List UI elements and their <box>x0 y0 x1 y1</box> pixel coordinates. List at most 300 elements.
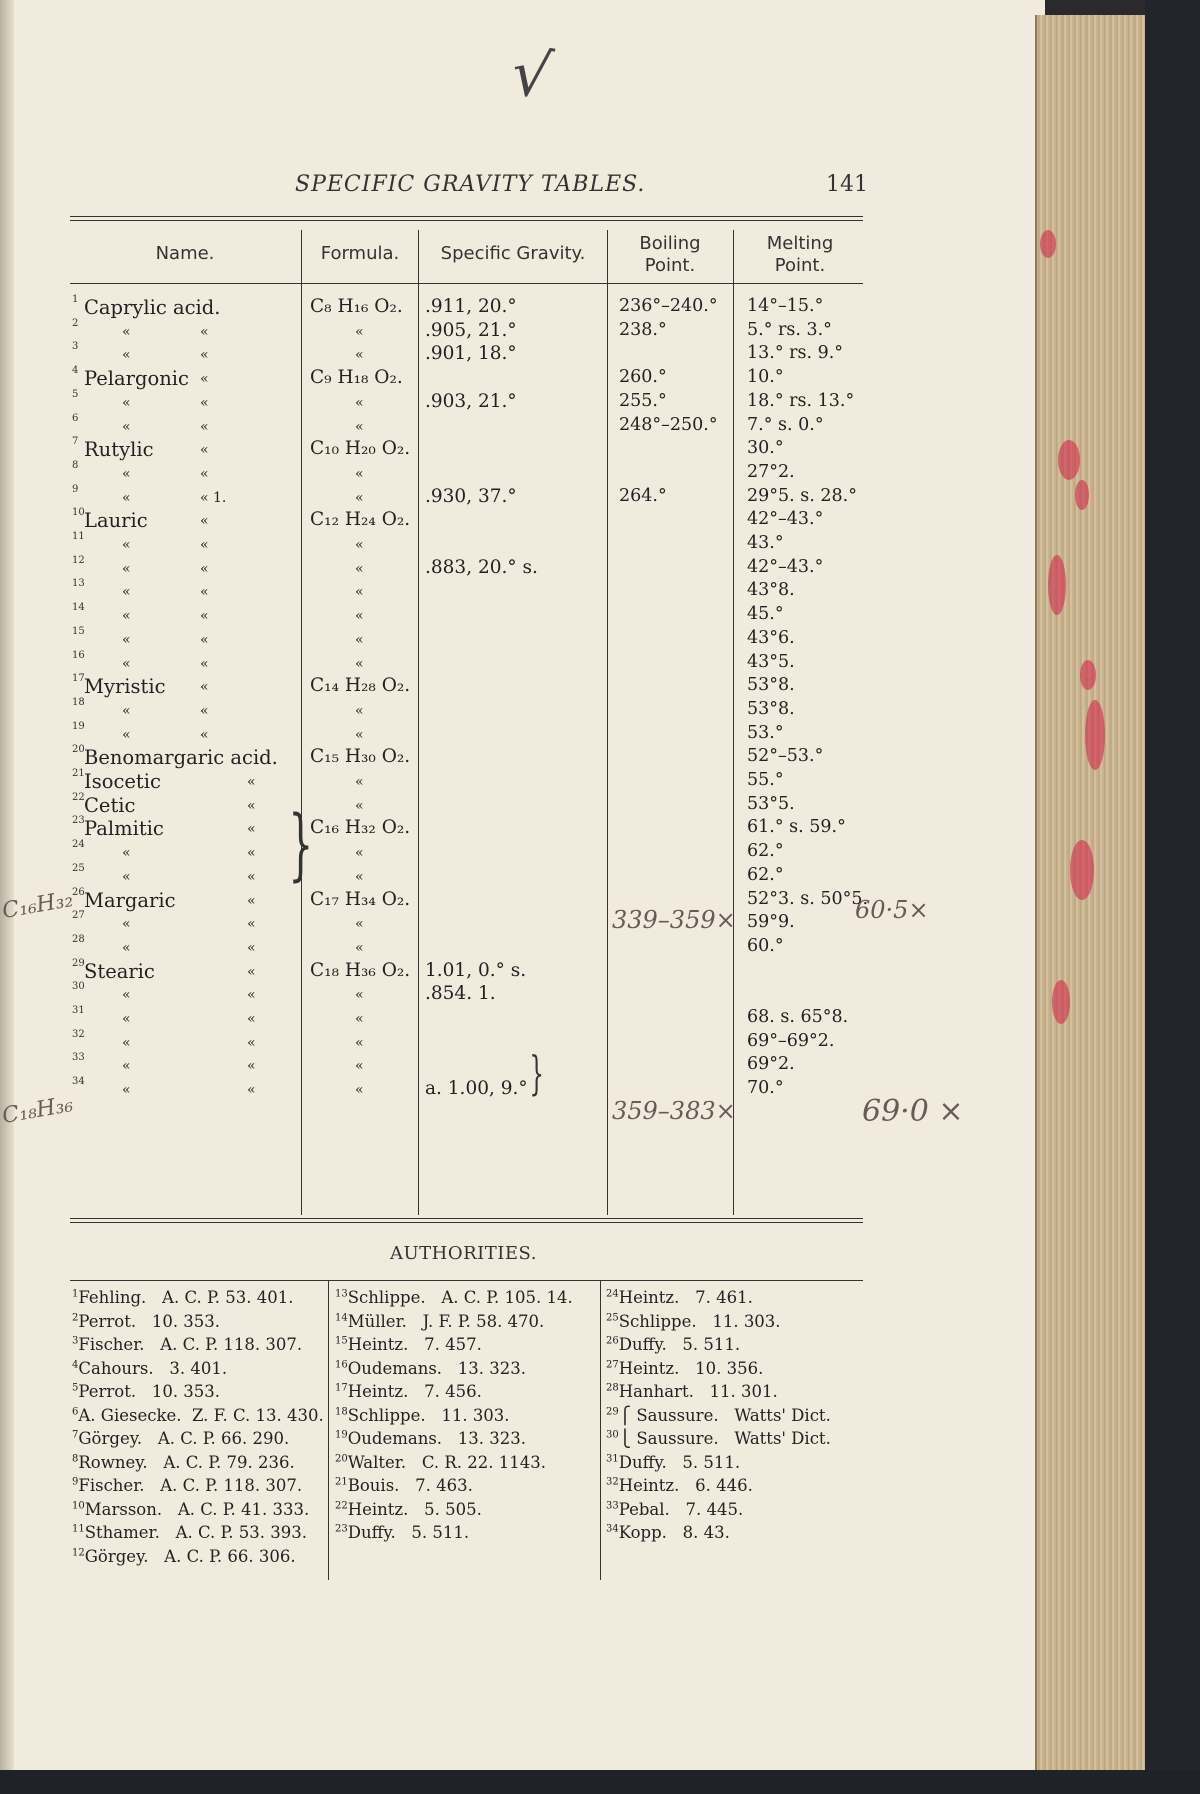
row-melting-point: 70.° <box>747 1078 784 1099</box>
authority-entry <box>72 1335 324 1359</box>
running-title: SPECIFIC GRAVITY TABLES. <box>295 172 646 197</box>
authority-text: Schlippe. A. C. P. 105. 14. <box>347 1288 573 1307</box>
authority-entry <box>72 1359 324 1383</box>
authority-text: Fischer. A. C. P. 118. 307. <box>78 1335 303 1354</box>
row-ditto: « 1. <box>200 489 227 506</box>
authority-entry <box>335 1523 573 1547</box>
authority-entry <box>72 1547 324 1571</box>
authority-text: Cahours. 3. 401. <box>78 1358 228 1378</box>
authority-number: 25 <box>606 1312 619 1323</box>
handwritten-palmitic-bp: 339–359× <box>612 906 736 934</box>
authority-entry <box>72 1476 324 1500</box>
authorities-column-3 <box>606 1288 831 1547</box>
row-specific-gravity: 1.01, 0.° s. <box>425 959 527 981</box>
boiling-line1: Boiling <box>639 233 701 254</box>
authority-number: 7 <box>72 1429 79 1441</box>
authority-number: 34 <box>606 1523 619 1535</box>
authority-number: 6 <box>72 1406 79 1417</box>
authorities-title: AUTHORITIES. <box>390 1243 537 1264</box>
row-formula: « <box>355 774 364 790</box>
authority-number: 16 <box>335 1359 348 1370</box>
col-header-name: Name. <box>155 243 215 264</box>
row-melting-point: 53.° <box>747 722 784 743</box>
row-ditto: « <box>247 1058 256 1075</box>
authority-entry <box>72 1523 324 1547</box>
row-name: « <box>122 1058 131 1075</box>
row-name: « <box>122 655 131 672</box>
row-name: « <box>122 1082 131 1099</box>
row-number: 27 <box>72 910 85 922</box>
row-formula: « <box>355 608 364 625</box>
authority-number: 17 <box>335 1382 348 1394</box>
authority-text: Duffy. 5. 511. <box>618 1452 741 1472</box>
row-ditto: « <box>247 1082 256 1099</box>
row-specific-gravity: .883, 20.° s. <box>425 556 538 578</box>
authorities-divider-1 <box>328 1280 329 1580</box>
row-number: 28 <box>72 933 85 945</box>
row-ditto: « <box>247 916 256 933</box>
authority-text: Perrot. 10. 353. <box>78 1382 221 1401</box>
row-name: « <box>122 916 131 933</box>
row-formula: C₁₈ H₃₆ O₂. <box>310 959 411 981</box>
row-formula: « <box>355 987 364 1004</box>
authority-entry <box>72 1500 324 1524</box>
row-name: Caprylic acid. <box>84 296 221 319</box>
authority-number: 32 <box>606 1476 619 1488</box>
row-number: 16 <box>72 649 85 661</box>
authority-text: ⎩ Saussure. Watts' Dict. <box>618 1429 831 1448</box>
row-melting-point: 69°2. <box>747 1054 795 1075</box>
authority-entry <box>606 1429 831 1453</box>
row-melting-point: 53°8. <box>747 675 795 696</box>
authority-number: 20 <box>335 1453 348 1464</box>
handwritten-palmitic-mp: 60·5× <box>855 896 929 924</box>
row-number: 10 <box>72 507 85 519</box>
authority-text: Fischer. A. C. P. 118. 307. <box>78 1476 303 1495</box>
authorities-rule <box>70 1280 863 1281</box>
row-name: « <box>122 845 131 862</box>
row-specific-gravity: a. 1.00, 9.° <box>425 1078 528 1100</box>
row-number: 3 <box>72 341 79 353</box>
row-number: 4 <box>72 365 79 377</box>
row-number: 23 <box>72 815 85 827</box>
row-name: « <box>122 1034 131 1051</box>
row-number: 24 <box>72 839 85 851</box>
authority-number: 29 <box>606 1406 619 1417</box>
authority-entry <box>335 1453 573 1477</box>
row-name: « <box>122 702 131 719</box>
row-melting-point: 42°–43.° <box>747 509 824 530</box>
row-formula: « <box>355 537 364 553</box>
row-formula: « <box>355 1034 364 1051</box>
authority-entry <box>606 1335 831 1359</box>
row-melting-point: 13.° rs. 9.° <box>747 343 844 364</box>
row-ditto: « <box>200 584 209 601</box>
row-formula: C₉ H₁₈ O₂. <box>310 367 403 389</box>
row-name: Lauric <box>84 509 148 533</box>
row-name: « <box>122 987 131 1004</box>
row-ditto: « <box>200 679 209 696</box>
row-melting-point: 69°–69°2. <box>747 1030 835 1051</box>
row-ditto: « <box>200 560 209 577</box>
row-ditto: « <box>247 774 256 790</box>
row-formula: C₁₀ H₂₀ O₂. <box>310 438 411 460</box>
row-melting-point: 55.° <box>747 770 784 790</box>
row-ditto: « <box>247 821 256 838</box>
row-formula: « <box>355 1011 364 1027</box>
row-number: 8 <box>72 459 79 471</box>
row-ditto: « <box>247 963 256 980</box>
row-number: 15 <box>72 625 85 637</box>
melting-line1: Melting <box>766 233 834 254</box>
authorities-column-1 <box>72 1288 324 1570</box>
authority-entry <box>606 1359 831 1383</box>
authority-entry <box>606 1312 831 1336</box>
row-number: 1 <box>72 294 79 305</box>
row-number: 18 <box>72 696 85 708</box>
row-number: 34 <box>72 1076 85 1088</box>
row-number: 21 <box>72 768 85 779</box>
row-melting-point: 27°2. <box>747 461 795 482</box>
authority-text: Heintz. 5. 505. <box>347 1499 482 1519</box>
authority-number: 30 <box>606 1429 619 1441</box>
row-melting-point: 7.° s. 0.° <box>747 414 824 435</box>
row-boiling-point: 264.° <box>619 485 667 506</box>
row-ditto: « <box>200 323 209 340</box>
row-name: Stearic <box>84 959 155 983</box>
row-melting-point: 42°–43.° <box>747 556 824 577</box>
row-melting-point: 52°3. s. 50°5. <box>747 888 869 909</box>
row-name: Rutylic <box>84 438 154 462</box>
authority-entry <box>72 1382 324 1406</box>
row-formula: « <box>355 797 364 814</box>
row-melting-point: 29°5. s. 28.° <box>747 485 857 506</box>
row-ditto: « <box>200 537 209 553</box>
row-ditto: « <box>200 608 209 625</box>
row-melting-point: 52°–53.° <box>747 746 824 767</box>
col-header-specific-gravity: Specific Gravity. <box>440 243 586 264</box>
authority-number: 13 <box>335 1288 348 1300</box>
row-formula: « <box>355 726 364 743</box>
col-header-boiling-point <box>611 233 729 277</box>
row-formula: « <box>355 631 364 648</box>
row-melting-point: 18.° rs. 13.° <box>747 390 855 411</box>
authority-text: Marsson. A. C. P. 41. 333. <box>84 1499 310 1519</box>
handwritten-stearic-mp: 69·0 × <box>862 1094 964 1129</box>
row-formula: C₁₂ H₂₄ O₂. <box>310 509 411 531</box>
row-number: 7 <box>72 436 79 448</box>
authority-entry <box>335 1382 573 1406</box>
row-boiling-point: 255.° <box>619 390 667 411</box>
authority-number: 1 <box>72 1288 79 1300</box>
authority-number: 15 <box>335 1335 348 1347</box>
authority-entry <box>606 1382 831 1406</box>
authority-entry <box>72 1312 324 1336</box>
authority-number: 33 <box>606 1500 619 1511</box>
authority-entry <box>335 1312 573 1336</box>
authority-text: Schlippe. 11. 303. <box>347 1405 510 1425</box>
row-specific-gravity: .930, 37.° <box>425 485 517 507</box>
authority-entry <box>335 1476 573 1500</box>
row-melting-point: 10.° <box>747 367 784 388</box>
row-formula: « <box>355 394 364 411</box>
row-melting-point: 5.° rs. 3.° <box>747 319 832 340</box>
authority-text: Duffy. 5. 511. <box>618 1335 741 1354</box>
row-formula: « <box>355 1058 364 1075</box>
row-name: Margaric <box>84 888 176 912</box>
row-name: « <box>122 560 131 577</box>
authority-text: Görgey. A. C. P. 66. 306. <box>84 1546 296 1566</box>
row-name: Pelargonic <box>84 367 189 391</box>
brace-homologs: } <box>288 800 314 890</box>
row-ditto: « <box>200 465 209 482</box>
row-ditto: « <box>247 868 256 885</box>
authority-text: Heintz. 6. 446. <box>618 1476 753 1495</box>
row-name: « <box>122 537 131 553</box>
row-ditto: « <box>200 442 209 459</box>
authority-number: 18 <box>335 1406 348 1417</box>
authority-entry <box>606 1406 831 1430</box>
authority-entry <box>72 1429 324 1453</box>
authority-entry <box>335 1359 573 1383</box>
page-edges <box>1035 15 1147 1770</box>
row-ditto: « <box>200 702 209 719</box>
row-formula: « <box>355 584 364 601</box>
row-formula: C₁₄ H₂₈ O₂. <box>310 675 411 697</box>
authority-text: Heintz. 7. 456. <box>347 1382 482 1401</box>
row-melting-point: 61.° s. 59.° <box>747 817 846 838</box>
row-melting-point: 43°6. <box>747 627 795 648</box>
row-ditto: « <box>247 1034 256 1051</box>
row-ditto: « <box>200 655 209 672</box>
row-name: « <box>122 868 131 885</box>
page-number: 141 <box>826 172 868 197</box>
authority-text: Kopp. 8. 43. <box>618 1523 730 1542</box>
row-name: Isocetic <box>84 770 161 793</box>
row-number: 14 <box>72 602 85 614</box>
row-formula: C₈ H₁₆ O₂. <box>310 296 403 317</box>
row-melting-point: 60.° <box>747 935 784 956</box>
row-number: 2 <box>72 317 79 329</box>
authority-number: 27 <box>606 1359 619 1370</box>
row-formula: « <box>355 916 364 933</box>
handwritten-check-mark: √ <box>507 35 557 114</box>
row-formula: « <box>355 1082 364 1099</box>
authority-number: 26 <box>606 1335 619 1347</box>
authority-number: 12 <box>72 1547 85 1558</box>
row-ditto: « <box>200 347 209 364</box>
row-melting-point: 59°9. <box>747 912 795 933</box>
row-name: « <box>122 347 131 364</box>
row-name: Palmitic <box>84 817 164 841</box>
row-name: « <box>122 1011 131 1027</box>
row-ditto: « <box>247 987 256 1004</box>
authority-text: Rowney. A. C. P. 79. 236. <box>78 1452 295 1472</box>
authority-entry <box>335 1500 573 1524</box>
row-number: 25 <box>72 862 85 874</box>
authority-text: Bouis. 7. 463. <box>347 1476 473 1495</box>
row-number: 12 <box>72 554 85 566</box>
authority-entry <box>72 1288 324 1312</box>
authority-number: 2 <box>72 1312 79 1323</box>
authority-text: Hanhart. 11. 301. <box>618 1382 778 1401</box>
row-boiling-point: 238.° <box>619 319 667 340</box>
row-number: 30 <box>72 981 85 993</box>
row-ditto: « <box>200 418 209 435</box>
authority-text: Perrot. 10. 353. <box>78 1311 221 1331</box>
authority-entry <box>335 1406 573 1430</box>
row-number: 6 <box>72 412 79 424</box>
row-name: Myristic <box>84 675 166 699</box>
row-formula: C₁₅ H₃₀ O₂. <box>310 746 411 768</box>
authority-number: 11 <box>72 1523 85 1535</box>
row-melting-point: 43.° <box>747 533 784 553</box>
row-name: Cetic <box>84 793 136 817</box>
row-specific-gravity: .911, 20.° <box>425 296 517 317</box>
row-ditto: « <box>200 726 209 743</box>
row-formula: C₁₆ H₃₂ O₂. <box>310 817 411 839</box>
authority-text: Walter. C. R. 22. 1143. <box>347 1452 546 1472</box>
row-formula: « <box>355 939 364 956</box>
row-name: « <box>122 465 131 482</box>
authority-text: Sthamer. A. C. P. 53. 393. <box>84 1523 308 1542</box>
row-name: « <box>122 939 131 956</box>
row-melting-point: 53°8. <box>747 698 795 719</box>
authority-number: 23 <box>335 1523 348 1535</box>
authority-text: Heintz. 7. 461. <box>618 1288 753 1307</box>
boiling-line2: Point. <box>644 255 696 276</box>
row-formula: « <box>355 323 364 340</box>
row-number: 31 <box>72 1005 85 1016</box>
authority-entry <box>335 1288 573 1312</box>
authority-number: 10 <box>72 1500 85 1511</box>
authority-text: ⎧ Saussure. Watts' Dict. <box>618 1405 831 1425</box>
authority-number: 24 <box>606 1288 619 1300</box>
row-melting-point: 30.° <box>747 438 784 459</box>
authority-entry <box>72 1406 324 1430</box>
row-formula: « <box>355 845 364 862</box>
authority-entry <box>606 1453 831 1477</box>
row-number: 9 <box>72 483 79 495</box>
row-boiling-point: 236°–240.° <box>619 296 718 316</box>
row-name: « <box>122 726 131 743</box>
authority-entry <box>335 1429 573 1453</box>
authority-text: Duffy. 5. 511. <box>347 1523 470 1542</box>
row-melting-point: 14°–15.° <box>747 296 824 316</box>
row-name: Benomargaric acid. <box>84 746 278 770</box>
authority-entry <box>72 1453 324 1477</box>
authority-text: Pebal. 7. 445. <box>618 1499 744 1519</box>
row-formula: « <box>355 868 364 885</box>
row-formula: « <box>355 489 364 506</box>
col-header-formula: Formula. <box>320 243 400 264</box>
authority-entry <box>606 1476 831 1500</box>
row-number: 13 <box>72 578 85 590</box>
authorities-divider-2 <box>600 1280 601 1580</box>
row-formula: C₁₇ H₃₄ O₂. <box>310 888 411 910</box>
row-specific-gravity: .854. 1. <box>425 983 496 1005</box>
row-number: 17 <box>72 673 85 685</box>
row-number: 33 <box>72 1052 85 1064</box>
row-specific-gravity: .903, 21.° <box>425 390 517 412</box>
row-number: 22 <box>72 791 85 803</box>
row-melting-point: 43°8. <box>747 580 795 601</box>
row-ditto: « <box>200 394 209 411</box>
row-number: 29 <box>72 957 85 969</box>
row-number: 5 <box>72 388 79 400</box>
authority-number: 28 <box>606 1382 619 1394</box>
row-formula: « <box>355 465 364 482</box>
row-number: 26 <box>72 886 85 898</box>
authorities-column-2 <box>335 1288 573 1547</box>
authority-text: Schlippe. 11. 303. <box>618 1311 781 1331</box>
authority-text: Heintz. 7. 457. <box>347 1335 482 1354</box>
row-number: 11 <box>72 531 85 542</box>
row-melting-point: 62.° <box>747 841 784 862</box>
authority-text: Müller. J. F. P. 58. 470. <box>347 1311 545 1331</box>
background-cloth <box>0 1770 1200 1794</box>
authority-number: 9 <box>72 1476 79 1488</box>
authority-number: 31 <box>606 1453 619 1464</box>
row-melting-point: 62.° <box>747 864 784 885</box>
row-number: 19 <box>72 720 85 732</box>
authority-text: Heintz. 10. 356. <box>618 1358 764 1378</box>
authority-number: 4 <box>72 1359 79 1370</box>
authority-number: 22 <box>335 1500 348 1511</box>
row-name: « <box>122 394 131 411</box>
row-formula: « <box>355 655 364 672</box>
row-formula: « <box>355 418 364 435</box>
authority-text: Oudemans. 13. 323. <box>347 1429 526 1448</box>
row-number: 20 <box>72 744 85 756</box>
authority-text: A. Giesecke. Z. F. C. 13. 430. <box>78 1405 324 1425</box>
row-specific-gravity: .901, 18.° <box>425 343 517 365</box>
authority-entry <box>335 1335 573 1359</box>
col-header-melting-point <box>737 233 863 277</box>
row-ditto: « <box>200 631 209 648</box>
row-ditto: « <box>247 845 256 862</box>
authority-number: 21 <box>335 1476 348 1488</box>
melting-line2: Point. <box>774 255 826 276</box>
row-ditto: « <box>200 371 209 388</box>
row-melting-point: 45.° <box>747 604 784 625</box>
row-number: 32 <box>72 1028 85 1040</box>
authority-number: 8 <box>72 1453 79 1464</box>
brace-stearic: } <box>529 1046 544 1100</box>
row-ditto: « <box>247 892 256 909</box>
row-formula: « <box>355 560 364 577</box>
book-cover <box>1145 0 1200 1794</box>
authority-text: Görgey. A. C. P. 66. 290. <box>78 1429 290 1448</box>
row-name: « <box>122 631 131 648</box>
row-ditto: « <box>247 1011 256 1027</box>
row-name: « <box>122 323 131 340</box>
row-melting-point: 53°5. <box>747 793 795 814</box>
handwritten-palmitic-formula: C₁₆H₃₂ <box>0 886 75 925</box>
authority-text: Oudemans. 13. 323. <box>347 1358 526 1378</box>
row-formula: « <box>355 702 364 719</box>
row-melting-point: 43°5. <box>747 651 795 672</box>
authority-entry <box>606 1523 831 1547</box>
row-ditto: « <box>247 797 256 814</box>
row-melting-point: 68. s. 65°8. <box>747 1007 849 1027</box>
authority-entry <box>606 1288 831 1312</box>
authority-number: 5 <box>72 1382 79 1394</box>
row-boiling-point: 260.° <box>619 367 667 388</box>
authority-number: 3 <box>72 1335 79 1347</box>
row-name: « <box>122 489 131 506</box>
authority-entry <box>606 1500 831 1524</box>
